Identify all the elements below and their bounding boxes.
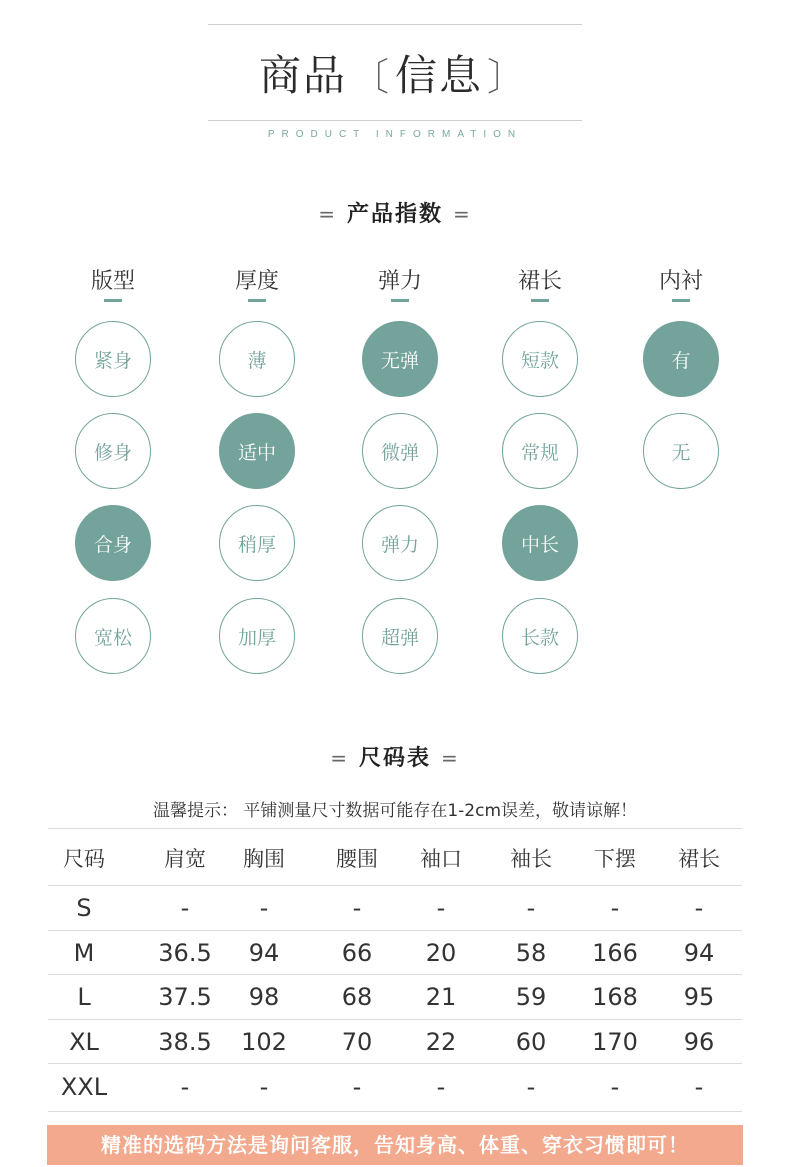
table-cell: - <box>694 894 704 922</box>
index-option: 紧身 <box>75 321 151 397</box>
size-advice-banner: 精准的选码方法是询问客服，告知身高、体重、穿衣习惯即可！ <box>47 1125 743 1165</box>
table-cell: 170 <box>592 1028 638 1056</box>
title-main: 商品 <box>258 51 347 100</box>
table-cell: L <box>77 983 91 1011</box>
table-cell: 60 <box>515 1028 547 1056</box>
index-option-selected: 合身 <box>75 505 151 581</box>
table-cell: - <box>352 1073 362 1101</box>
table-header-cell: 裙长 <box>678 847 720 871</box>
table-cell: 168 <box>592 983 638 1011</box>
table-cell: 95 <box>683 983 715 1011</box>
index-column-underline <box>248 299 266 302</box>
table-cell: - <box>694 1073 704 1101</box>
index-column-underline <box>531 299 549 302</box>
table-row <box>48 1065 742 1109</box>
index-column-underline <box>391 299 409 302</box>
table-cell: 70 <box>341 1028 373 1056</box>
table-row <box>48 975 742 1019</box>
table-cell: 20 <box>425 939 457 967</box>
index-column-title: 裙长 <box>517 269 562 294</box>
table-cell: - <box>610 1073 620 1101</box>
index-column-title: 内衬 <box>658 269 703 294</box>
index-option: 修身 <box>75 413 151 489</box>
table-cell: - <box>526 894 536 922</box>
page-subtitle: PRODUCT INFORMATION <box>267 129 523 140</box>
table-header-cell: 尺码 <box>63 847 105 871</box>
page-title <box>0 44 790 108</box>
table-header-cell: 腰围 <box>336 847 378 871</box>
index-option-selected: 无弹 <box>362 321 438 397</box>
table-header-cell: 胸围 <box>243 847 285 871</box>
index-column-title: 厚度 <box>234 269 279 294</box>
index-option: 常规 <box>502 413 578 489</box>
header-top-line <box>208 24 582 25</box>
header-bottom-line <box>208 120 582 121</box>
table-cell: - <box>259 1073 269 1101</box>
table-cell: 38.5 <box>158 1028 212 1056</box>
index-option: 宽松 <box>75 598 151 674</box>
table-header-row <box>48 837 742 881</box>
table-cell: 66 <box>341 939 373 967</box>
index-option: 超弹 <box>362 598 438 674</box>
index-option: 长款 <box>502 598 578 674</box>
index-column-title: 版型 <box>90 269 135 294</box>
measurement-notice: 温馨提示： 平铺测量尺寸数据可能存在1-2cm误差，敬请谅解！ <box>152 801 638 821</box>
index-option: 加厚 <box>219 598 295 674</box>
table-cell: XL <box>69 1028 99 1056</box>
table-cell: - <box>180 1073 190 1101</box>
table-cell: 94 <box>248 939 280 967</box>
table-row <box>48 886 742 930</box>
index-option: 稍厚 <box>219 505 295 581</box>
table-divider <box>48 828 742 829</box>
table-header-cell: 袖口 <box>420 847 462 871</box>
title-bracketed: 信息 <box>395 51 484 100</box>
table-cell: 98 <box>248 983 280 1011</box>
table-header-cell: 肩宽 <box>164 847 206 871</box>
table-row <box>48 931 742 975</box>
heading-eq-left: = <box>318 202 337 226</box>
title-bracket-close: 〕 <box>487 55 528 99</box>
size-chart-heading <box>0 741 790 772</box>
table-cell: 22 <box>425 1028 457 1056</box>
table-cell: 96 <box>683 1028 715 1056</box>
index-option: 短款 <box>502 321 578 397</box>
table-cell: - <box>526 1073 536 1101</box>
table-cell: 37.5 <box>158 983 212 1011</box>
index-option-selected: 中长 <box>502 505 578 581</box>
table-cell: - <box>436 894 446 922</box>
size-heading-eq-left: = <box>330 746 349 770</box>
index-heading <box>0 197 790 228</box>
size-heading-text: 尺码表 <box>358 746 431 771</box>
table-header-cell: 袖长 <box>510 847 552 871</box>
table-row <box>48 1020 742 1064</box>
table-cell: 36.5 <box>158 939 212 967</box>
table-cell: 58 <box>515 939 547 967</box>
table-cell: - <box>352 894 362 922</box>
index-column-underline <box>672 299 690 302</box>
table-cell: 59 <box>515 983 547 1011</box>
table-cell: - <box>180 894 190 922</box>
table-cell: 21 <box>425 983 457 1011</box>
size-heading-eq-right: = <box>441 746 460 770</box>
index-column-underline <box>104 299 122 302</box>
title-bracket-open: 〔 <box>350 55 391 99</box>
index-heading-text: 产品指数 <box>346 202 443 227</box>
index-option-selected: 适中 <box>219 413 295 489</box>
index-column-title: 弹力 <box>377 269 422 294</box>
table-cell: 102 <box>241 1028 287 1056</box>
heading-eq-right: = <box>453 202 472 226</box>
table-cell: M <box>73 939 95 967</box>
table-cell: - <box>610 894 620 922</box>
table-divider <box>48 1111 742 1112</box>
table-cell: - <box>436 1073 446 1101</box>
index-option: 弹力 <box>362 505 438 581</box>
table-header-cell: 下摆 <box>594 847 636 871</box>
table-cell: 166 <box>592 939 638 967</box>
index-option-selected: 有 <box>643 321 719 397</box>
index-option: 薄 <box>219 321 295 397</box>
table-cell: XXL <box>60 1073 108 1101</box>
table-cell: 94 <box>683 939 715 967</box>
index-option: 微弹 <box>362 413 438 489</box>
table-cell: S <box>76 894 92 922</box>
index-option: 无 <box>643 413 719 489</box>
table-cell: - <box>259 894 269 922</box>
table-cell: 68 <box>341 983 373 1011</box>
